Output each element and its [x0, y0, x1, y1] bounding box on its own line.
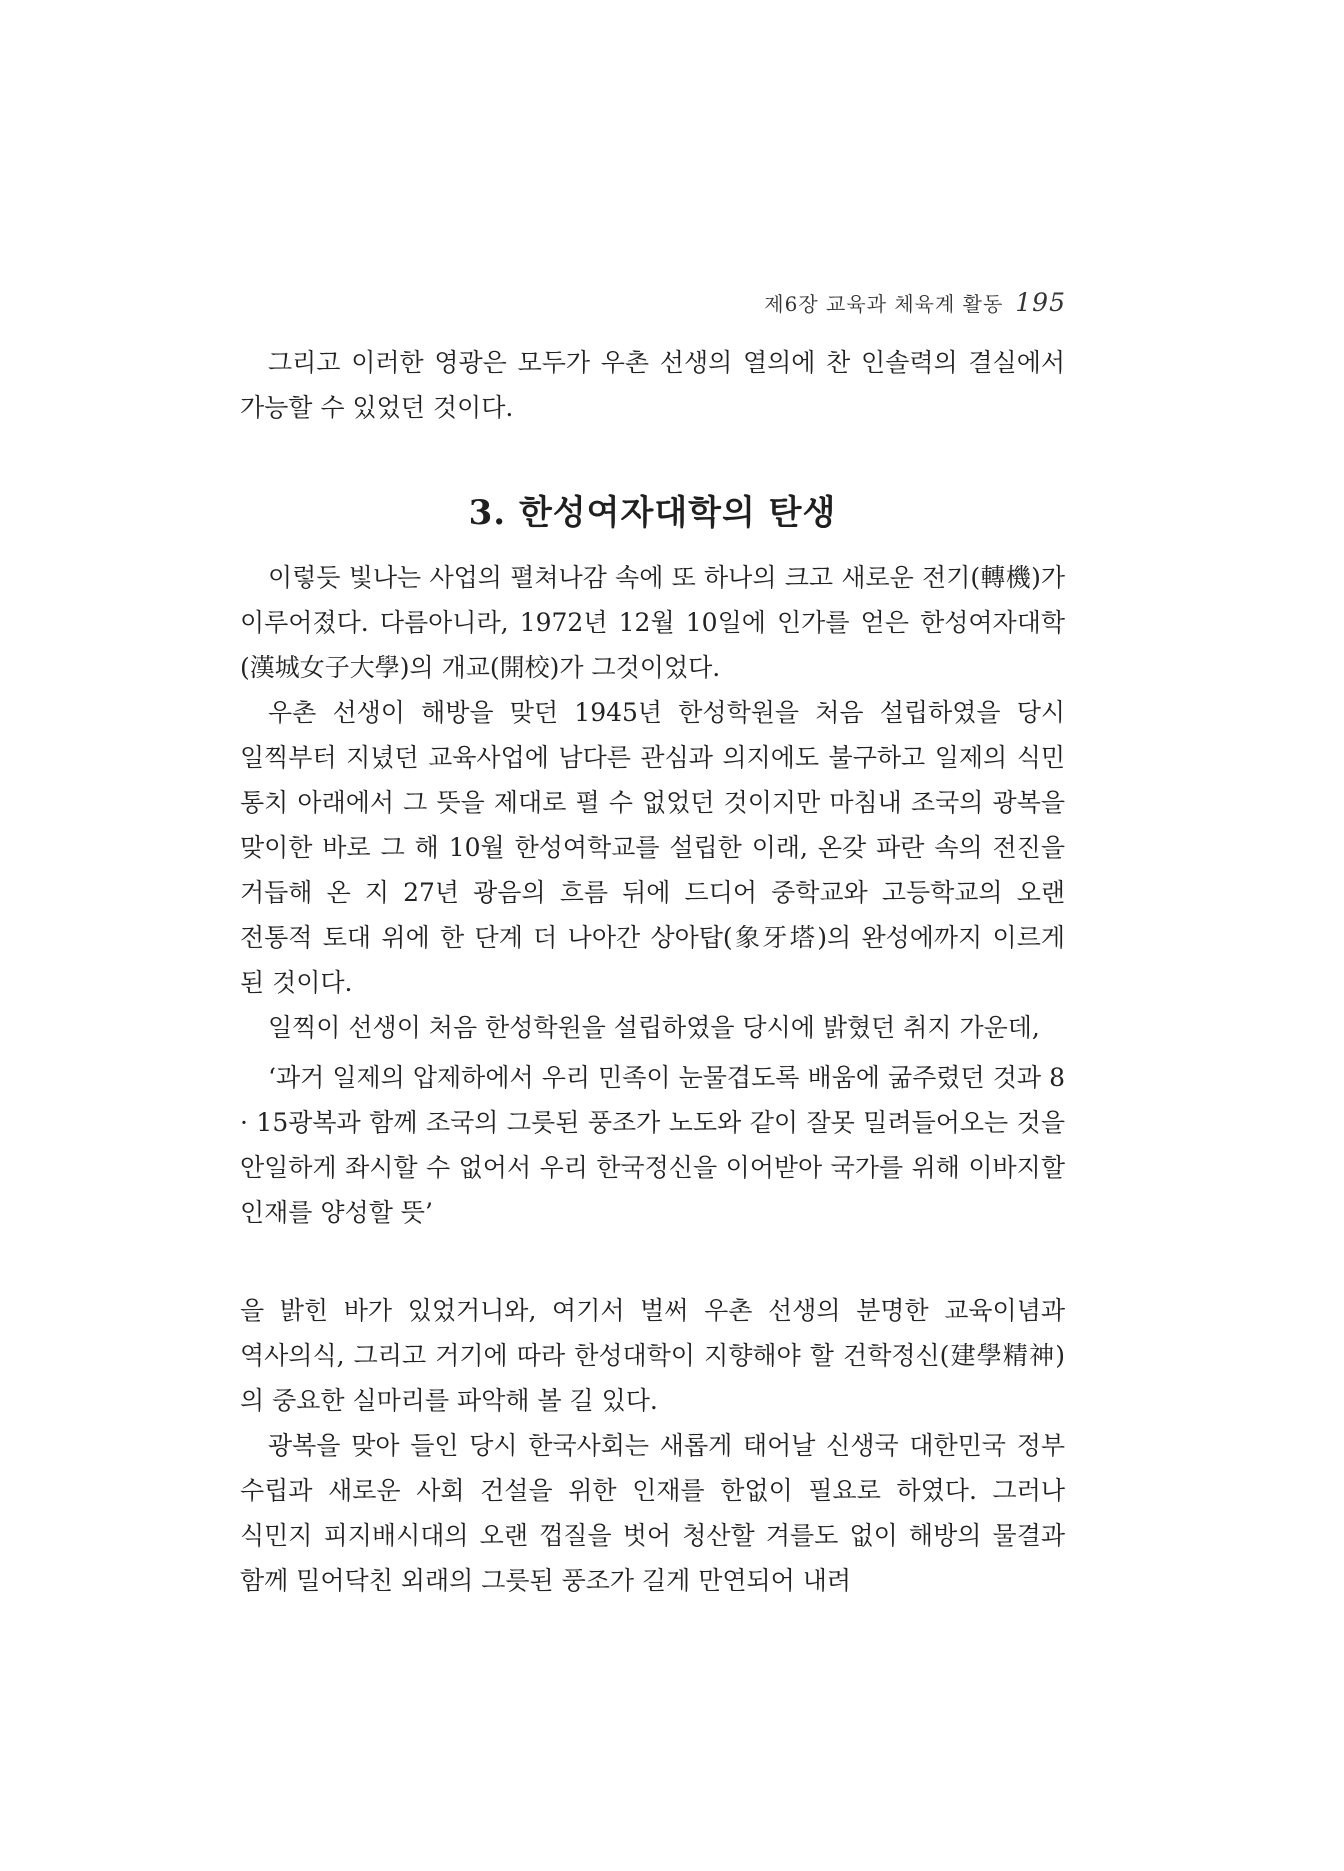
final-paragraph: 광복을 맞아 들인 당시 한국사회는 새롭게 태어날 신생국 대한민국 정부 수립과 새로운 사회 건설을 위한 인재를 한없이 필요로 하였다. 그러나 식민지 피지배시대의 오랜 껍질을 벗어 청산할 겨를도 없이 해방의 물결과 함께 밀어닥친 외래의 그릇된 풍조가 길게 만연되어 내려	[240, 1431, 1065, 1595]
body-block-1	[240, 555, 1065, 1050]
continuation-paragraph: 을 밝힌 바가 있었거니와, 여기서 벌써 우촌 선생의 분명한 교육이념과 역사의식, 그리고 거기에 따라 한성대학이 지향해야 할 건학정신(建學精神)의 중요한 실마리를 파악해 볼 길 있다.	[240, 1296, 1065, 1415]
body-paragraph-3: 일찍이 선생이 처음 한성학원을 설립하였을 당시에 밝혔던 취지 가운데,	[268, 1013, 1040, 1042]
page-number: 195	[1015, 288, 1066, 317]
chapter-title: 제6장 교육과 체육계 활동	[764, 292, 1004, 316]
running-head	[764, 288, 1066, 317]
block-quote: ‘과거 일제의 압제하에서 우리 민족이 눈물겹도록 배움에 굶주렸던 것과 8 · 15광복과 함께 조국의 그릇된 풍조가 노도와 같이 잘못 밀려들어오는 것을 안일하게 좌시할 수 없어서 우리 한국정신을 이어받아 국가를 위해 이바지할 인재를 양성할 뜻’	[240, 1063, 1065, 1227]
body-paragraph-1: 이렇듯 빛나는 사업의 펼쳐나감 속에 또 하나의 크고 새로운 전기(轉機)가 이루어졌다. 다름아니라, 1972년 12월 10일에 인가를 얻은 한성여자대학(漢城女子大學)의 개교(開校)가 그것이었다.	[240, 563, 1065, 682]
intro-paragraph: 그리고 이러한 영광은 모두가 우촌 선생의 열의에 찬 인솔력의 결실에서 가능할 수 있었던 것이다.	[240, 348, 1065, 422]
intro-block	[240, 340, 1065, 430]
section-title: 3. 한성여자대학의 탄생	[468, 493, 837, 534]
body-paragraph-2: 우촌 선생이 해방을 맞던 1945년 한성학원을 처음 설립하였을 당시 일찍부터 지녔던 교육사업에 남다른 관심과 의지에도 불구하고 일제의 식민 통치 아래에서 그 뜻을 제대로 펼 수 없었던 것이지만 마침내 조국의 광복을 맞이한 바로 그 해 10월 한성여학교를 설립한 이래, 온갖 파란 속의 전진을 거듭해 온 지 27년 광음의 흐름 뒤에 드디어 중학교와 고등학교의 오랜 전통적 토대 위에 한 단계 더 나아간 상아탑(象牙塔)의 완성에까지 이르게 된 것이다.	[240, 698, 1065, 997]
body-block-2	[240, 1288, 1065, 1603]
quote-block	[240, 1055, 1065, 1235]
